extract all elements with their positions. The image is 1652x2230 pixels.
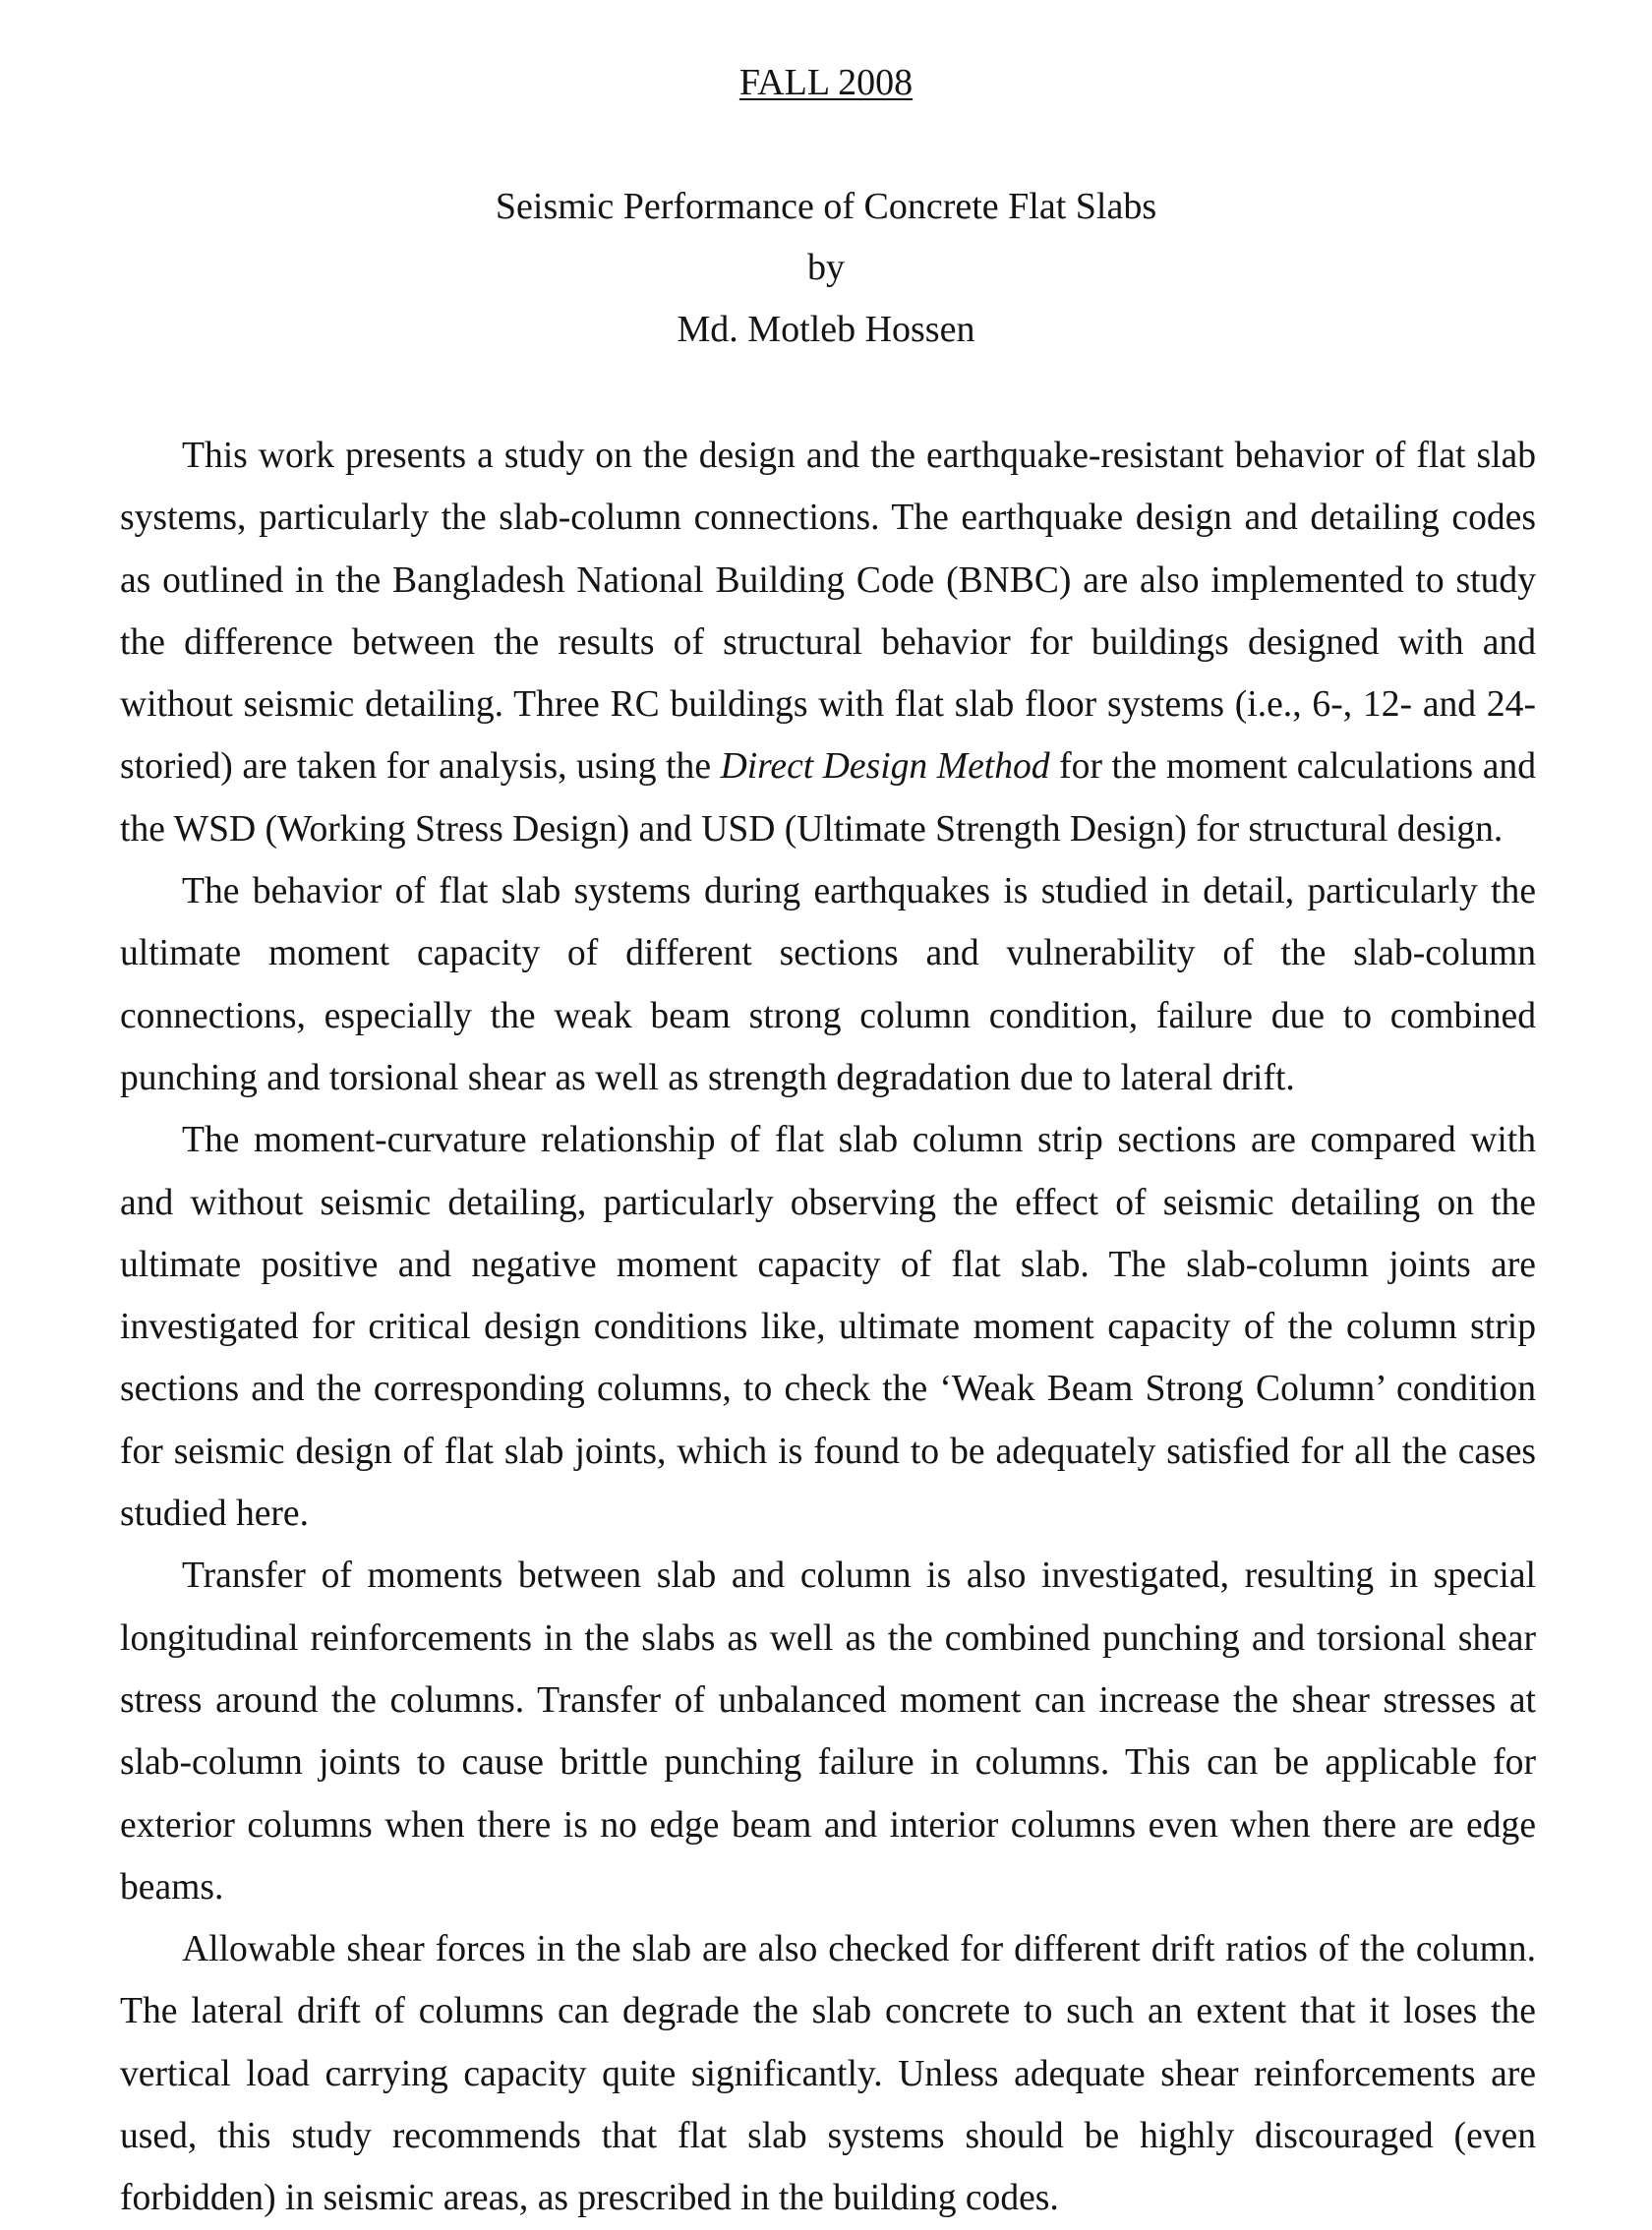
thesis-title: Seismic Performance of Concrete Flat Slabs bbox=[495, 186, 1157, 227]
semester-label: FALL 2008 bbox=[738, 62, 914, 103]
abstract-paragraph-2: The behavior of flat slab systems during earthquakes is studied in detail, particularly the ultimate moment capacity of different sections and vulnerability of the slab-column connections, especially the weak beam strong column condition, failure due to combined punching and torsional shear as well as strength degradation due to lateral drift. bbox=[120, 871, 1536, 1098]
byline: by bbox=[807, 247, 845, 288]
abstract-paragraph-4: Transfer of moments between slab and column is also investigated, resulting in special longitudinal reinforcements in the slabs as well as the combined punching and torsional shear stress around the columns. Transfer of unbalanced moment can increase the shear stresses at slab-column joints to cause brittle punching failure in columns. This can be applicable for exterior columns when there is no edge beam and interior columns even when there are edge beams. bbox=[120, 1555, 1536, 1907]
author-name: Md. Motleb Hossen bbox=[677, 309, 975, 350]
italic-method-name: Direct Design Method bbox=[720, 746, 1050, 788]
abstract-paragraph-1 bbox=[120, 425, 1536, 860]
paragraph-text: for the moment calculations and the WSD (Working Stress Design) and USD (Ultimate Strength Design) for structural design. bbox=[120, 746, 1536, 850]
abstract-body bbox=[120, 425, 1536, 2230]
semester-heading bbox=[0, 52, 1652, 114]
abstract-paragraph-3: The moment-curvature relationship of flat slab column strip sections are compared with and without seismic detailing, particularly observing the effect of seismic detailing on the ultimate positive and negative moment capacity of flat slab. The slab-column joints are investigated for critical design conditions like, ultimate moment capacity of the column strip sections and the corresponding columns, to check the ‘Weak Beam Strong Column’ condition for seismic design of flat slab joints, which is found to be adequately satisfied for all the cases studied here. bbox=[120, 1120, 1536, 1535]
abstract-paragraph-5: Allowable shear forces in the slab are also checked for different drift ratios of the column. The lateral drift of columns can degrade the slab concrete to such an extent that it loses the vertical load carrying capacity quite significantly. Unless adequate shear reinforcements are used, this study recommends that flat slab systems should be highly discouraged (even forbidden) in seismic areas, as prescribed in the building codes. bbox=[120, 1929, 1536, 2219]
paragraph-text: This work presents a study on the design and the earthquake-resistant behavior of flat slab systems, particularly the slab-column connections. The earthquake design and detailing codes as outlined in the Bangladesh National Building Code (BNBC) are also implemented to study the difference between the results of structural behavior for buildings designed with and without seismic detailing. Three RC buildings with flat slab floor systems (i.e., 6-, 12- and 24-storied) are taken for analysis, using the bbox=[120, 436, 1536, 788]
